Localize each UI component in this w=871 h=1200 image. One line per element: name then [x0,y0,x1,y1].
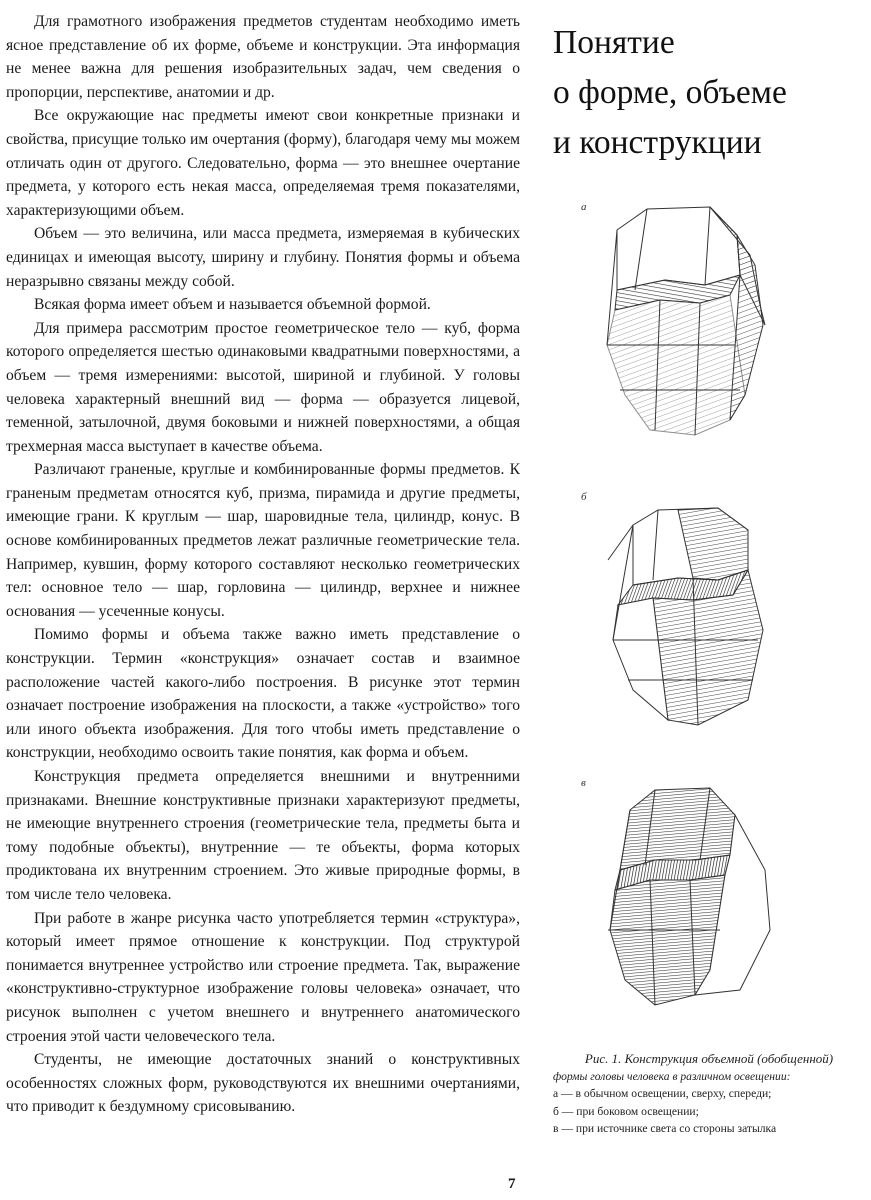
figure-letter-v: в [581,777,586,789]
paragraph: Различают граненые, круглые и комбинированные формы предметов. К граненым предметам относятся куб, призма, пирамида и другие предметы, имеющие грани. К круглым — шар, шаровидные тела, цилиндр, конус. В основе комбинированных предметов лежат различные геометрические тела. Например, кувшин, форму которого составляют несколько геометрических тел: основное тело — шар, горловина — цилиндр, верхнее и нижнее основания — усеченные конусы. [6,461,520,620]
paragraph: Объем — это величина, или масса предмета, измеряемая в кубических единицах и имеющая высоту, ширину и глубину. Понятия формы и объема неразрывно связаны между собой. [6,225,520,290]
head-sketch-side-icon [598,500,778,735]
paragraph: При работе в жанре рисунка часто употребляется термин «структура», который имеет прямое отношение к конструкции. Под структурой понимается внутреннее устройство или строение предмета. Так, выражение «конструктивно-структурное изображение головы человека» означает, что рисунок выполнен с учетом внешнего и внутреннего анатомического строения этой части человеческого тела. [6,909,520,1045]
title-line: о форме, объеме [553,74,787,111]
paragraph: Для примера рассмотрим простое геометрическое тело — куб, форма которого определяется шестью одинаковыми квадратными поверхностями, а объем — тремя измерениями: высотой, шириной и глубиной. У головы человека характерный внешний вид — форма — образуется лицевой, теменной, затылочной, двумя боковыми и нижней поверхностями, а общая трехмерная масса выступает в качестве объема. [6,319,520,455]
title-line: и конструкции [553,124,762,161]
caption-item: а — в обычном освещении, сверху, спереди; [553,1087,772,1100]
title-line: Понятие [553,24,675,61]
paragraph: Всякая форма имеет объем и называется объемной формой. [34,296,431,314]
body-text [6,10,520,1119]
page-title [553,18,863,168]
page-number: 7 [508,1176,516,1192]
caption-title: Рис. 1. Конструкция объемной (обобщенной) [584,1051,834,1066]
head-sketch-front-icon [595,195,775,445]
figure-letter-a: а [581,201,587,213]
head-sketch-back-icon [600,780,780,1025]
paragraph: Все окружающие нас предметы имеют свои конкретные признаки и свойства, присущие только им очертания (форму), благодаря чему мы можем отличать один от другого. Следовательно, форма — это внешнее очертание предмета, у которого есть некая масса, определяемая тремя показателями, характеризующими объем. [6,107,520,219]
paragraph: Для грамотного изображения предметов студентам необходимо иметь ясное представление об их форме, объеме и конструкции. Эта информация не менее важна для решения изобразительных задач, чем сведения о пропорции, перспективе, анатомии и др. [6,13,520,101]
paragraph: Помимо формы и объема также важно иметь представление о конструкции. Термин «конструкция» означает состав и взаимное расположение частей какого-либо построения. В рисунке этот термин означает построение изображения на плоскости, а также «устройство» того или иного объекта изображения. Для того чтобы иметь представление о конструкции, необходимо освоить такие понятия, как форма и объем. [6,626,520,762]
caption-item: б — при боковом освещении; [553,1104,699,1118]
caption-subtitle: формы головы человека в различном освещении: [553,1069,791,1083]
paragraph: Студенты, не имеющие достаточных знаний о конструктивных особенностях сложных форм, руководствуются их внешними очертаниями, что приводит к бездумному срисовыванию. [6,1051,520,1116]
figure-caption [553,1050,865,1138]
paragraph: Конструкция предмета определяется внешними и внутренними признаками. Внешние конструктивные признаки характеризуют предметы, не имеющие внутреннего строения (геометрические тела, предметы быта и тому подобные объекты), внутренние — те объекты, форма которых продиктована их внутренним строением. Это живые природные формы, в том числе тело человека. [6,768,520,903]
figure-letter-b: б [581,491,587,503]
caption-item: в — при источнике света со стороны затылка [553,1122,777,1135]
